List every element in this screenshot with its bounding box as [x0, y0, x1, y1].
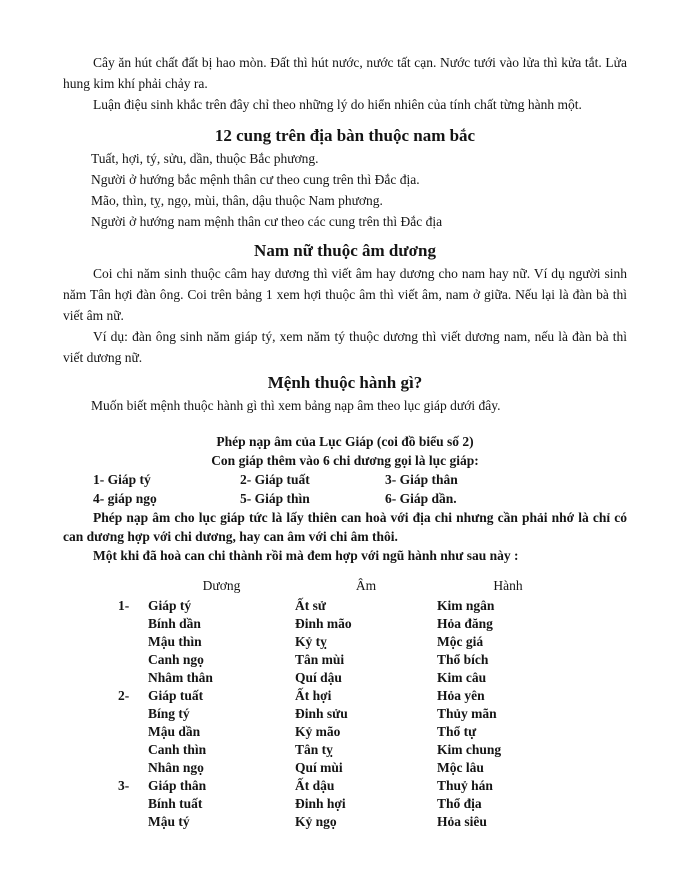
table-cell: Mộc giá [437, 634, 484, 649]
luc-giap-item: 5- Giáp thìn [240, 491, 310, 506]
table-cell: Bính dần [148, 616, 201, 631]
table-cell: Mộc lâu [437, 760, 484, 775]
group-number: 2- [118, 688, 130, 703]
table-cell: Mậu tý [148, 814, 190, 829]
column-header-hanh: Hành [493, 578, 523, 593]
table-cell: Thổ tự [437, 724, 477, 739]
table-cell: Quí dậu [295, 670, 342, 685]
intro-paragraph-2: Luận điệu sinh khắc trên đây chỉ theo những lý do hiển nhiên của tính chất từng hành một. [93, 97, 582, 112]
table-cell: Kim câu [437, 670, 487, 685]
table-row [63, 669, 627, 687]
table-cell: Ất dậu [295, 778, 335, 793]
luc-giap-item: 4- giáp ngọ [93, 491, 157, 506]
group-number [118, 705, 148, 723]
table-cell: Mậu dần [148, 724, 201, 739]
table-cell: Đinh mão [295, 616, 352, 631]
table-row [63, 741, 627, 759]
menh-paragraph-3: Một khi đã hoà can chi thành rồi mà đem hợp với ngũ hành như sau này : [93, 548, 519, 563]
nap-am-subtitle-1: Phép nạp âm của Lục Giáp (coi đồ biểu số 2) [216, 434, 474, 449]
table-row [63, 687, 627, 705]
table-row [63, 651, 627, 669]
section-title-namnu: Nam nữ thuộc âm dương [254, 241, 436, 260]
luc-giap-row-2 [63, 489, 627, 508]
nap-am-subtitle-2: Con giáp thêm vào 6 chi dương gọi là lục giáp: [211, 453, 479, 468]
table-cell: Canh ngọ [148, 652, 204, 667]
table-cell: Mậu thìn [148, 634, 202, 649]
header-spacer [118, 577, 148, 595]
cung-line-2: Người ở hướng bắc mệnh thân cư theo cung trên thì Đắc địa. [91, 172, 420, 187]
table-cell: Kim chung [437, 742, 502, 757]
group-number: 1- [118, 598, 130, 613]
cung-line-1: Tuất, hợi, tý, sửu, dần, thuộc Bắc phương. [91, 151, 319, 166]
table-cell: Kỷ mão [295, 724, 341, 739]
group-number [118, 723, 148, 741]
intro-paragraph-1: Cây ăn hút chất đất bị hao mòn. Đất thì hút nước, nước tất cạn. Nước tưới vào lửa thì kửa tắt. Lửa hung kim khí phải chảy ra. [63, 55, 627, 91]
group-number [118, 813, 148, 831]
table-cell: Đinh hợi [295, 796, 346, 811]
namnu-paragraph-2: Ví dụ: đàn ông sinh năm giáp tý, xem năm tý thuộc dương thì viết dương nam, nếu là đàn bà thì viết dương nữ. [63, 329, 627, 365]
table-cell: Thuỷ hán [437, 778, 493, 793]
section-title-menh: Mệnh thuộc hành gì? [267, 373, 423, 392]
table-row [63, 705, 627, 723]
namnu-paragraph-1: Coi chi năm sinh thuộc câm hay dương thì viết âm hay dương cho nam hay nữ. Ví dụ người sinh năm Tân hợi đàn ông. Coi trên bảng 1 xem hợi thuộc âm thì viết âm, nam ở giữa. Nếu lại là đàn bà thì viết âm nữ. [63, 266, 627, 323]
table-cell: Canh thìn [148, 742, 207, 757]
table-cell: Nhân ngọ [148, 760, 204, 775]
menh-intro-line: Muốn biết mệnh thuộc hành gì thì xem bảng nạp âm theo lục giáp dưới đây. [91, 398, 501, 413]
nap-am-table-body [63, 597, 627, 831]
cung-line-3: Mão, thìn, tỵ, ngọ, mùi, thân, dậu thuộc Nam phương. [91, 193, 383, 208]
menh-paragraph-2: Phép nạp âm cho lục giáp tức là lấy thiên can hoà với địa chi nhưng cần phải nhớ là chỉ có can dương hợp với chi dương, hay can âm với chi âm thôi. [63, 510, 627, 544]
table-cell: Giáp tý [148, 598, 192, 613]
table-cell: Nhâm thân [148, 670, 213, 685]
table-cell: Thủy mãn [437, 706, 497, 721]
table-cell: Kỷ tỵ [295, 634, 327, 649]
table-cell: Giáp thân [148, 778, 207, 793]
group-number [118, 651, 148, 669]
column-header-duong: Dương [202, 578, 241, 593]
table-cell: Bíng tý [148, 706, 190, 721]
group-number [118, 615, 148, 633]
table-cell: Kỷ ngọ [295, 814, 337, 829]
luc-giap-item: 2- Giáp tuất [240, 472, 310, 487]
nap-am-table-header [63, 577, 627, 595]
table-cell: Bính tuất [148, 796, 203, 811]
table-cell: Hỏa siêu [437, 814, 487, 829]
luc-giap-item: 1- Giáp tý [93, 472, 151, 487]
table-row [63, 615, 627, 633]
luc-giap-item: 6- Giáp dần. [385, 491, 457, 506]
table-cell: Tân tỵ [295, 742, 333, 757]
table-row [63, 759, 627, 777]
group-number [118, 633, 148, 651]
group-number [118, 669, 148, 687]
group-number: 3- [118, 778, 130, 793]
table-cell: Tân mùi [295, 652, 345, 667]
table-cell: Ất hợi [295, 688, 332, 703]
table-cell: Giáp tuất [148, 688, 204, 703]
table-cell: Thổ địa [437, 796, 482, 811]
table-row [63, 777, 627, 795]
luc-giap-item: 3- Giáp thân [385, 472, 458, 487]
luc-giap-row-1 [63, 470, 627, 489]
table-row [63, 597, 627, 615]
table-cell: Thổ bích [437, 652, 489, 667]
table-row [63, 723, 627, 741]
cung-line-4: Người ở hướng nam mệnh thân cư theo các cung trên thì Đắc địa [91, 214, 443, 229]
table-cell: Hỏa yên [437, 688, 485, 703]
nap-am-table [63, 577, 627, 831]
column-header-am: Âm [355, 578, 377, 593]
table-cell: Ất sử [295, 598, 326, 613]
group-number [118, 759, 148, 777]
table-cell: Đinh sửu [295, 706, 348, 721]
table-cell: Hỏa đăng [437, 616, 493, 631]
section-title-cung: 12 cung trên địa bàn thuộc nam bắc [214, 126, 476, 145]
group-number [118, 795, 148, 813]
table-row [63, 795, 627, 813]
table-cell: Quí mùi [295, 760, 343, 775]
table-cell: Kim ngân [437, 598, 495, 613]
table-row [63, 633, 627, 651]
group-number [118, 741, 148, 759]
table-row [63, 813, 627, 831]
